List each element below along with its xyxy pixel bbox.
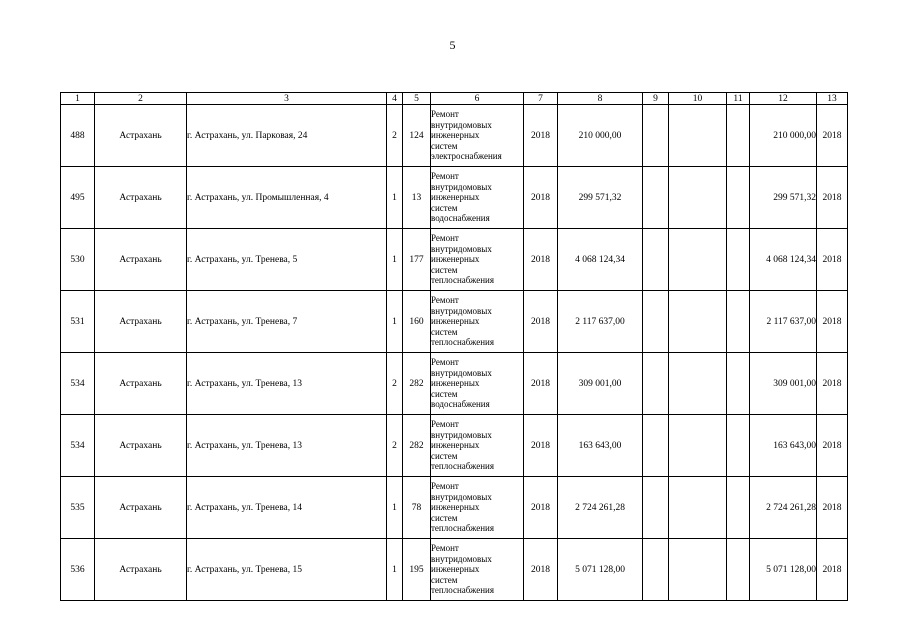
cost-cell: 210 000,00 <box>558 105 643 167</box>
cost-cell: 2 724 261,28 <box>558 477 643 539</box>
table-row <box>61 477 848 539</box>
work-type-cell: Ремонт внутридомовых инженерных систем водоснабжения <box>431 353 524 415</box>
year-cell: 2018 <box>524 291 558 353</box>
row-number-cell: 534 <box>61 353 95 415</box>
column-4-cell: 1 <box>387 229 403 291</box>
column-12-cell: 2 117 637,00 <box>750 291 817 353</box>
column-5-cell: 78 <box>403 477 431 539</box>
column-header: 11 <box>727 93 750 105</box>
address-cell: г. Астрахань, ул. Парковая, 24 <box>187 105 387 167</box>
table-row <box>61 291 848 353</box>
column-5-cell: 13 <box>403 167 431 229</box>
work-type-cell: Ремонт внутридомовых инженерных систем теплоснабжения <box>431 477 524 539</box>
column-4-cell: 1 <box>387 477 403 539</box>
column-9-cell <box>643 353 669 415</box>
table-row <box>61 539 848 601</box>
column-5-cell: 282 <box>403 415 431 477</box>
work-type-cell: Ремонт внутридомовых инженерных систем теплоснабжения <box>431 539 524 601</box>
column-header: 6 <box>431 93 524 105</box>
city-cell: Астрахань <box>95 105 187 167</box>
work-type-cell: Ремонт внутридомовых инженерных систем теплоснабжения <box>431 229 524 291</box>
table-row <box>61 229 848 291</box>
cost-cell: 299 571,32 <box>558 167 643 229</box>
column-12-cell: 309 001,00 <box>750 353 817 415</box>
column-9-cell <box>643 291 669 353</box>
column-13-cell: 2018 <box>817 415 848 477</box>
column-header: 4 <box>387 93 403 105</box>
row-number-cell: 534 <box>61 415 95 477</box>
column-number-row <box>61 93 848 105</box>
column-header: 13 <box>817 93 848 105</box>
column-5-cell: 160 <box>403 291 431 353</box>
city-cell: Астрахань <box>95 291 187 353</box>
column-4-cell: 2 <box>387 415 403 477</box>
city-cell: Астрахань <box>95 415 187 477</box>
column-4-cell: 1 <box>387 167 403 229</box>
year-cell: 2018 <box>524 353 558 415</box>
column-9-cell <box>643 477 669 539</box>
column-11-cell <box>727 229 750 291</box>
column-10-cell <box>669 291 727 353</box>
address-cell: г. Астрахань, ул. Тренева, 15 <box>187 539 387 601</box>
column-11-cell <box>727 105 750 167</box>
column-10-cell <box>669 167 727 229</box>
column-12-cell: 4 068 124,34 <box>750 229 817 291</box>
column-10-cell <box>669 415 727 477</box>
column-4-cell: 2 <box>387 105 403 167</box>
column-13-cell: 2018 <box>817 477 848 539</box>
table-row <box>61 353 848 415</box>
column-5-cell: 195 <box>403 539 431 601</box>
year-cell: 2018 <box>524 539 558 601</box>
column-11-cell <box>727 291 750 353</box>
city-cell: Астрахань <box>95 353 187 415</box>
table-row <box>61 105 848 167</box>
column-4-cell: 1 <box>387 291 403 353</box>
column-4-cell: 1 <box>387 539 403 601</box>
year-cell: 2018 <box>524 229 558 291</box>
address-cell: г. Астрахань, ул. Тренева, 14 <box>187 477 387 539</box>
cost-cell: 163 643,00 <box>558 415 643 477</box>
column-12-cell: 5 071 128,00 <box>750 539 817 601</box>
column-11-cell <box>727 477 750 539</box>
table-row <box>61 167 848 229</box>
row-number-cell: 531 <box>61 291 95 353</box>
address-cell: г. Астрахань, ул. Промышленная, 4 <box>187 167 387 229</box>
city-cell: Астрахань <box>95 539 187 601</box>
year-cell: 2018 <box>524 477 558 539</box>
column-header: 7 <box>524 93 558 105</box>
year-cell: 2018 <box>524 105 558 167</box>
column-11-cell <box>727 167 750 229</box>
address-cell: г. Астрахань, ул. Тренева, 5 <box>187 229 387 291</box>
column-13-cell: 2018 <box>817 539 848 601</box>
column-header: 2 <box>95 93 187 105</box>
work-type-cell: Ремонт внутридомовых инженерных систем теплоснабжения <box>431 415 524 477</box>
column-12-cell: 2 724 261,28 <box>750 477 817 539</box>
city-cell: Астрахань <box>95 229 187 291</box>
column-10-cell <box>669 539 727 601</box>
column-header: 1 <box>61 93 95 105</box>
row-number-cell: 535 <box>61 477 95 539</box>
address-cell: г. Астрахань, ул. Тренева, 13 <box>187 353 387 415</box>
work-type-cell: Ремонт внутридомовых инженерных систем водоснабжения <box>431 167 524 229</box>
column-13-cell: 2018 <box>817 291 848 353</box>
column-9-cell <box>643 229 669 291</box>
column-11-cell <box>727 415 750 477</box>
column-5-cell: 124 <box>403 105 431 167</box>
column-9-cell <box>643 539 669 601</box>
column-12-cell: 299 571,32 <box>750 167 817 229</box>
column-header: 12 <box>750 93 817 105</box>
column-11-cell <box>727 539 750 601</box>
column-5-cell: 177 <box>403 229 431 291</box>
column-10-cell <box>669 105 727 167</box>
year-cell: 2018 <box>524 415 558 477</box>
column-10-cell <box>669 477 727 539</box>
column-header: 10 <box>669 93 727 105</box>
cost-cell: 4 068 124,34 <box>558 229 643 291</box>
column-13-cell: 2018 <box>817 105 848 167</box>
row-number-cell: 536 <box>61 539 95 601</box>
address-cell: г. Астрахань, ул. Тренева, 13 <box>187 415 387 477</box>
column-header: 3 <box>187 93 387 105</box>
row-number-cell: 488 <box>61 105 95 167</box>
cost-cell: 309 001,00 <box>558 353 643 415</box>
row-number-cell: 530 <box>61 229 95 291</box>
column-header: 9 <box>643 93 669 105</box>
city-cell: Астрахань <box>95 167 187 229</box>
city-cell: Астрахань <box>95 477 187 539</box>
column-9-cell <box>643 167 669 229</box>
table-row <box>61 415 848 477</box>
address-cell: г. Астрахань, ул. Тренева, 7 <box>187 291 387 353</box>
column-11-cell <box>727 353 750 415</box>
column-4-cell: 2 <box>387 353 403 415</box>
cost-cell: 2 117 637,00 <box>558 291 643 353</box>
column-5-cell: 282 <box>403 353 431 415</box>
page-number: 5 <box>449 38 456 52</box>
column-13-cell: 2018 <box>817 167 848 229</box>
column-9-cell <box>643 105 669 167</box>
column-10-cell <box>669 353 727 415</box>
column-10-cell <box>669 229 727 291</box>
column-9-cell <box>643 415 669 477</box>
year-cell: 2018 <box>524 167 558 229</box>
work-type-cell: Ремонт внутридомовых инженерных систем электроснабжения <box>431 105 524 167</box>
works-table <box>60 92 848 601</box>
work-type-cell: Ремонт внутридомовых инженерных систем теплоснабжения <box>431 291 524 353</box>
column-13-cell: 2018 <box>817 353 848 415</box>
column-header: 5 <box>403 93 431 105</box>
column-12-cell: 163 643,00 <box>750 415 817 477</box>
column-13-cell: 2018 <box>817 229 848 291</box>
cost-cell: 5 071 128,00 <box>558 539 643 601</box>
column-12-cell: 210 000,00 <box>750 105 817 167</box>
column-header: 8 <box>558 93 643 105</box>
row-number-cell: 495 <box>61 167 95 229</box>
